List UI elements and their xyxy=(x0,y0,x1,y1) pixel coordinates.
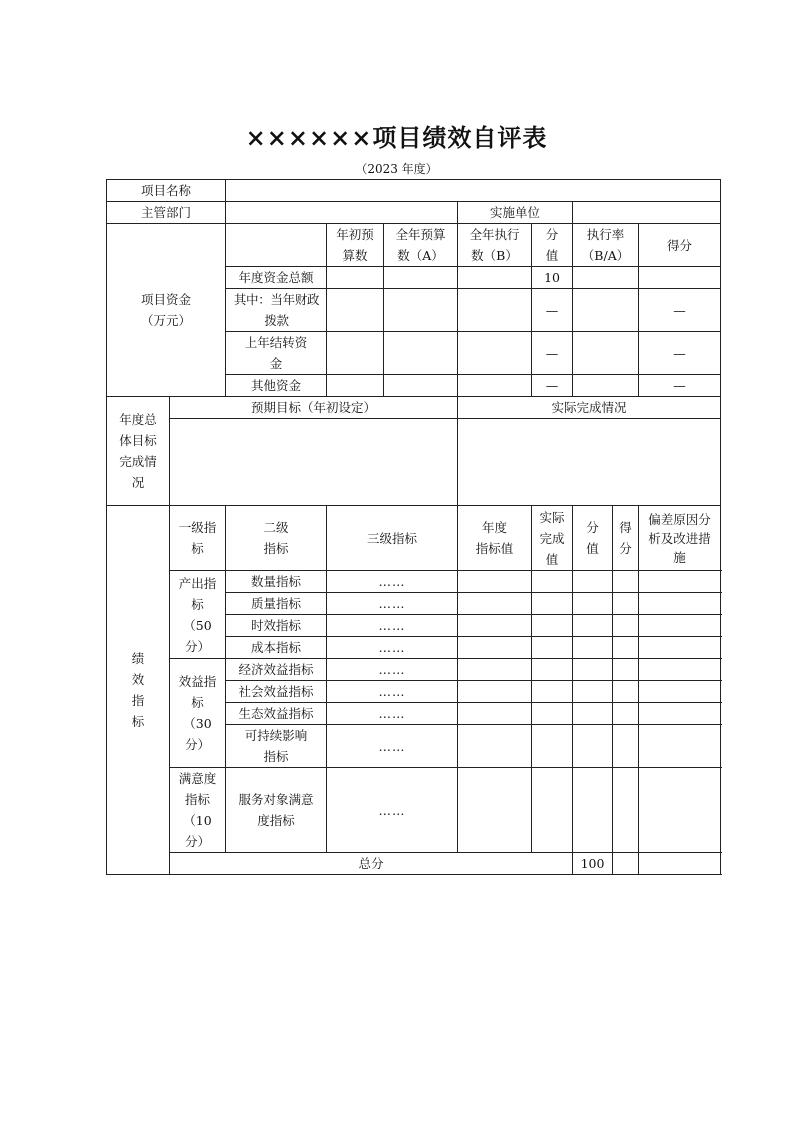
perf-level3-header: 三级指标 xyxy=(327,506,458,571)
perf-indicator: 成本指标 xyxy=(226,637,327,659)
project-name-row xyxy=(107,180,721,202)
funds-score: — xyxy=(639,332,721,375)
funds-item-label: 其他资金 xyxy=(226,375,327,397)
perf-cell[interactable] xyxy=(532,637,573,659)
implementer-label: 实施单位 xyxy=(458,202,573,224)
perf-indicator: 时效指标 xyxy=(226,615,327,637)
perf-cell[interactable] xyxy=(573,659,613,681)
goals-expected-header: 预期目标（年初设定） xyxy=(170,397,458,419)
perf-ellipsis: …… xyxy=(327,637,458,659)
project-name-label: 项目名称 xyxy=(107,180,226,202)
perf-cell[interactable] xyxy=(458,615,532,637)
goals-content-row xyxy=(107,419,721,506)
funds-weight: — xyxy=(532,289,573,332)
perf-weight-header: 分 值 xyxy=(573,506,613,571)
perf-cell[interactable] xyxy=(458,768,532,853)
perf-cell[interactable] xyxy=(573,703,613,725)
perf-cell[interactable] xyxy=(639,571,721,593)
perf-cell[interactable] xyxy=(639,659,721,681)
perf-indicator: 数量指标 xyxy=(226,571,327,593)
perf-indicator: 质量指标 xyxy=(226,593,327,615)
perf-cell[interactable] xyxy=(573,725,613,768)
funds-weight-header: 分 值 xyxy=(532,224,573,267)
perf-cell[interactable] xyxy=(532,703,573,725)
perf-header-row xyxy=(107,506,721,571)
funds-item-header xyxy=(226,224,327,267)
implementer-field[interactable] xyxy=(573,202,721,224)
funds-executed-header: 全年执行 数（B） xyxy=(458,224,532,267)
funds-cell[interactable] xyxy=(327,375,384,397)
funds-cell[interactable] xyxy=(573,289,639,332)
perf-cell[interactable] xyxy=(458,593,532,615)
funds-cell[interactable] xyxy=(458,332,532,375)
funds-weight: 10 xyxy=(532,267,573,289)
perf-cell[interactable] xyxy=(613,659,639,681)
perf-cell[interactable] xyxy=(639,725,721,768)
perf-ellipsis: …… xyxy=(327,681,458,703)
project-name-field[interactable] xyxy=(226,180,721,202)
perf-cell[interactable] xyxy=(458,659,532,681)
perf-row xyxy=(107,659,721,681)
funds-cell[interactable] xyxy=(458,289,532,332)
perf-cell[interactable] xyxy=(458,703,532,725)
perf-cell[interactable] xyxy=(573,571,613,593)
perf-target-header: 年度 指标值 xyxy=(458,506,532,571)
perf-cell[interactable] xyxy=(532,593,573,615)
perf-indicator: 服务对象满意 度指标 xyxy=(226,768,327,853)
perf-group-label: 效益指 标 （30 分） xyxy=(170,659,226,768)
perf-cell[interactable] xyxy=(613,571,639,593)
perf-cell[interactable] xyxy=(573,768,613,853)
perf-ellipsis: …… xyxy=(327,615,458,637)
perf-cell[interactable] xyxy=(639,637,721,659)
total-value: 100 xyxy=(573,853,613,875)
department-row xyxy=(107,202,721,224)
perf-row xyxy=(107,571,721,593)
funds-score-header: 得分 xyxy=(639,224,721,267)
funds-cell[interactable] xyxy=(327,289,384,332)
perf-cell[interactable] xyxy=(458,725,532,768)
perf-cell[interactable] xyxy=(458,637,532,659)
perf-level2-header: 二级 指标 xyxy=(226,506,327,571)
perf-actual-header: 实际 完成值 xyxy=(532,506,573,571)
funds-cell[interactable] xyxy=(458,267,532,289)
perf-cell[interactable] xyxy=(573,593,613,615)
perf-cell[interactable] xyxy=(573,637,613,659)
perf-cell[interactable] xyxy=(532,768,573,853)
perf-cell[interactable] xyxy=(639,681,721,703)
perf-cell[interactable] xyxy=(613,681,639,703)
perf-cell[interactable] xyxy=(613,637,639,659)
perf-cell[interactable] xyxy=(573,615,613,637)
funds-item-label: 年度资金总额 xyxy=(226,267,327,289)
funds-cell[interactable] xyxy=(573,332,639,375)
funds-cell[interactable] xyxy=(327,332,384,375)
perf-row xyxy=(107,768,721,853)
perf-cell[interactable] xyxy=(573,681,613,703)
funds-cell[interactable] xyxy=(384,289,458,332)
perf-cell[interactable] xyxy=(613,593,639,615)
perf-cell[interactable] xyxy=(613,615,639,637)
perf-group-label: 满意度 指标 （10 分） xyxy=(170,768,226,853)
funds-header-row xyxy=(107,224,721,267)
total-label: 总分 xyxy=(170,853,573,875)
funds-cell[interactable] xyxy=(573,375,639,397)
evaluation-table xyxy=(106,179,721,875)
perf-label: 绩 效 指 标 xyxy=(107,506,170,875)
funds-rate-header: 执行率 （B/A） xyxy=(573,224,639,267)
perf-ellipsis: …… xyxy=(327,725,458,768)
perf-cell[interactable] xyxy=(532,659,573,681)
funds-item-label: 上年结转资 金 xyxy=(226,332,327,375)
goals-actual-field[interactable] xyxy=(458,419,721,506)
goals-label: 年度总 体目标 完成情 况 xyxy=(107,397,170,506)
funds-score: — xyxy=(639,289,721,332)
perf-ellipsis: …… xyxy=(327,659,458,681)
perf-cell[interactable] xyxy=(458,571,532,593)
funds-weight: — xyxy=(532,375,573,397)
perf-ellipsis: …… xyxy=(327,571,458,593)
form-title: ××××××项目绩效自评表 xyxy=(245,123,548,152)
perf-score-header: 得 分 xyxy=(613,506,639,571)
funds-score: — xyxy=(639,375,721,397)
perf-cell[interactable] xyxy=(458,681,532,703)
goals-actual-header: 实际完成情况 xyxy=(458,397,721,419)
department-label: 主管部门 xyxy=(107,202,226,224)
perf-level1-header: 一级指 标 xyxy=(170,506,226,571)
perf-cell[interactable] xyxy=(532,615,573,637)
perf-cell[interactable] xyxy=(532,571,573,593)
total-row xyxy=(107,853,721,875)
perf-cell[interactable] xyxy=(613,703,639,725)
perf-cell[interactable] xyxy=(532,725,573,768)
funds-cell[interactable] xyxy=(573,267,639,289)
perf-cell[interactable] xyxy=(613,725,639,768)
funds-item-label: 其中：当年财政拨款 xyxy=(226,289,327,332)
perf-cell[interactable] xyxy=(639,703,721,725)
perf-cell[interactable] xyxy=(639,593,721,615)
perf-indicator: 可持续影响 指标 xyxy=(226,725,327,768)
goals-header-row xyxy=(107,397,721,419)
department-field[interactable] xyxy=(226,202,458,224)
perf-indicator: 生态效益指标 xyxy=(226,703,327,725)
perf-cell[interactable] xyxy=(532,681,573,703)
funds-initial-header: 年初预 算数 xyxy=(327,224,384,267)
goals-expected-field[interactable] xyxy=(170,419,458,506)
perf-ellipsis: …… xyxy=(327,768,458,853)
perf-indicator: 经济效益指标 xyxy=(226,659,327,681)
funds-label: 项目资金 （万元） xyxy=(107,224,226,397)
funds-score[interactable] xyxy=(639,267,721,289)
funds-cell[interactable] xyxy=(384,375,458,397)
perf-cell[interactable] xyxy=(613,768,639,853)
perf-indicator: 社会效益指标 xyxy=(226,681,327,703)
funds-cell[interactable] xyxy=(384,332,458,375)
perf-ellipsis: …… xyxy=(327,703,458,725)
funds-cell[interactable] xyxy=(458,375,532,397)
form-year: （2023 年度） xyxy=(355,162,438,176)
funds-cell[interactable] xyxy=(327,267,384,289)
perf-ellipsis: …… xyxy=(327,593,458,615)
perf-cell[interactable] xyxy=(639,768,721,853)
perf-group-label: 产出指 标 （50 分） xyxy=(170,571,226,659)
funds-annual-header: 全年预算 数（A） xyxy=(384,224,458,267)
perf-cell[interactable] xyxy=(639,615,721,637)
funds-weight: — xyxy=(532,332,573,375)
funds-cell[interactable] xyxy=(384,267,458,289)
total-cell[interactable] xyxy=(613,853,639,875)
perf-reason-header: 偏差原因分 析及改进措 施 xyxy=(639,506,721,571)
total-cell[interactable] xyxy=(639,853,721,875)
